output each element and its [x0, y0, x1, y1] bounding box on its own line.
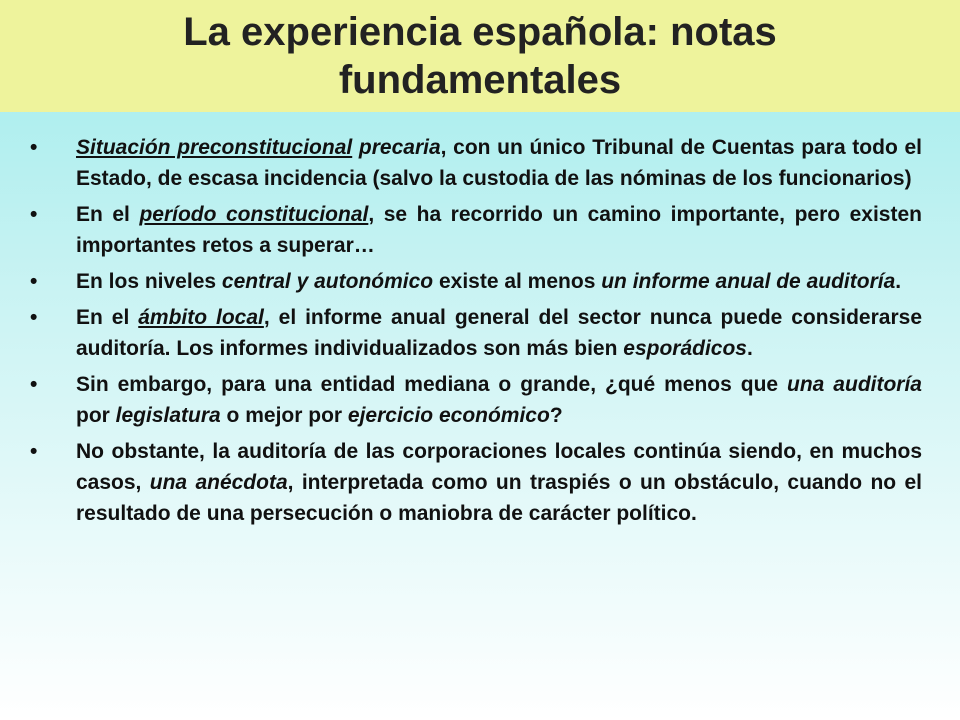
bullet-text-part: ejercicio económico: [347, 404, 550, 427]
bullet-text-part: un informe anual de auditoría: [601, 270, 896, 293]
bullet-item: [30, 266, 922, 297]
bullet-text-part: En el: [76, 203, 140, 226]
bullet-text-part: esporádicos: [623, 337, 747, 360]
title-band: [0, 0, 960, 112]
bullet-text-part: una anécdota: [149, 471, 288, 494]
bullet-text-part: En los niveles: [76, 270, 222, 293]
bullet-text-part: o mejor por: [220, 404, 348, 427]
bullet-text-part: .: [895, 270, 902, 293]
bullet-text-part: , el informe anual general del sector nunca puede considerarse auditoría. Los informes individualizados son más bien: [76, 306, 922, 360]
bullet-glyph: •: [30, 306, 38, 329]
bullet-text-part: existe al menos: [433, 270, 602, 293]
bullet-text-part: , se ha recorrido un camino importante, pero existen importantes retos a superar…: [76, 203, 922, 257]
bullet-item: [30, 369, 922, 431]
bullet-text-part: una auditoría: [787, 373, 922, 396]
bullet-glyph: •: [30, 440, 38, 463]
bullet-text-part: , interpretada como un traspiés o un obstáculo, cuando no el resultado de una persecución o maniobra de carácter político.: [76, 471, 922, 525]
bullet-item: [30, 199, 922, 261]
bullet-list: [30, 132, 922, 534]
bullet-glyph: •: [30, 136, 38, 159]
bullet-glyph: •: [30, 373, 38, 396]
bullet-text-part: precaria: [358, 136, 441, 159]
bullet-item: [30, 302, 922, 364]
bullet-text-part: .: [746, 337, 753, 360]
bullet-text-part: ámbito local: [138, 306, 264, 329]
bullet-item: [30, 132, 922, 194]
bullet-text-part: [352, 136, 359, 159]
bullet-text-part: En el: [76, 306, 139, 329]
bullet-text-part: legislatura: [115, 404, 221, 427]
bullet-text-part: Situación preconstitucional: [76, 136, 353, 159]
bullet-text-part: por: [76, 404, 116, 427]
bullet-item: [30, 436, 922, 529]
bullet-text-part: período constitucional: [139, 203, 369, 226]
bullet-glyph: •: [30, 270, 38, 293]
bullet-glyph: •: [30, 203, 38, 226]
bullet-text-part: , con un único Tribunal de Cuentas para todo el Estado, de escasa incidencia (salvo la custodia de las nóminas de los funcionarios): [76, 136, 922, 190]
bullet-text-part: central y autonómico: [221, 270, 434, 293]
bullet-text-part: ?: [549, 404, 563, 427]
slide-title: La experiencia española: notas fundamentales: [183, 10, 777, 102]
bullet-text-part: Sin embargo, para una entidad mediana o grande, ¿qué menos que: [76, 373, 788, 396]
bullet-text-part: No obstante, la auditoría de las corporaciones locales continúa siendo, en muchos casos,: [76, 440, 922, 494]
